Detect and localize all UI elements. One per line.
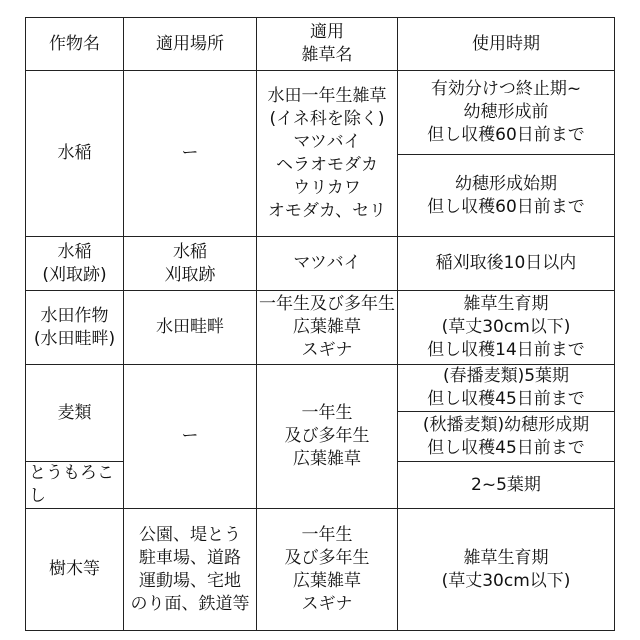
place-cell: ー (124, 365, 257, 509)
table-row (26, 365, 615, 412)
table-row (26, 71, 615, 155)
crop-cell: 水稲 (刈取跡) (26, 237, 124, 291)
weeds-cell: 一年生 及び多年生 広葉雑草 (257, 365, 398, 509)
weeds-cell: 一年生及び多年生 広葉雑草 スギナ (257, 291, 398, 365)
crop-cell: 水稲 (26, 71, 124, 237)
crop-cell: とうもろこし (26, 462, 124, 509)
weeds-cell: 一年生 及び多年生 広葉雑草 スギナ (257, 509, 398, 631)
table-row (26, 509, 615, 631)
place-cell: 水稲 刈取跡 (124, 237, 257, 291)
table-row (26, 291, 615, 365)
crop-cell: 樹木等 (26, 509, 124, 631)
period-cell: 雑草生育期 (草丈30cm以下) (398, 509, 615, 631)
crop-cell: 水田作物 (水田畦畔) (26, 291, 124, 365)
period-cell: (春播麦類)5葉期 但し収穫45日前まで (398, 365, 615, 412)
period-cell: 2~5葉期 (398, 462, 615, 509)
table-row (26, 237, 615, 291)
weeds-cell: 水田一年生雑草 (イネ科を除く) マツバイ ヘラオモダカ ウリカワ オモダカ、セリ (257, 71, 398, 237)
place-cell: ー (124, 71, 257, 237)
header-period: 使用時期 (398, 18, 615, 71)
period-cell: 有効分けつ終止期~ 幼穂形成前 但し収穫60日前まで (398, 71, 615, 155)
place-cell: 水田畦畔 (124, 291, 257, 365)
period-cell: 雑草生育期 (草丈30cm以下) 但し収穫14日前まで (398, 291, 615, 365)
header-row (26, 18, 615, 71)
header-place: 適用場所 (124, 18, 257, 71)
header-weeds: 適用 雑草名 (257, 18, 398, 71)
crop-cell: 麦類 (26, 365, 124, 462)
period-cell: (秋播麦類)幼穂形成期 但し収穫45日前まで (398, 412, 615, 462)
period-cell: 幼穂形成始期 但し収穫60日前まで (398, 155, 615, 237)
period-cell: 稲刈取後10日以内 (398, 237, 615, 291)
weeds-cell: マツバイ (257, 237, 398, 291)
header-crop: 作物名 (26, 18, 124, 71)
herbicide-usage-table (25, 17, 615, 631)
place-cell: 公園、堤とう 駐車場、道路 運動場、宅地 のり面、鉄道等 (124, 509, 257, 631)
